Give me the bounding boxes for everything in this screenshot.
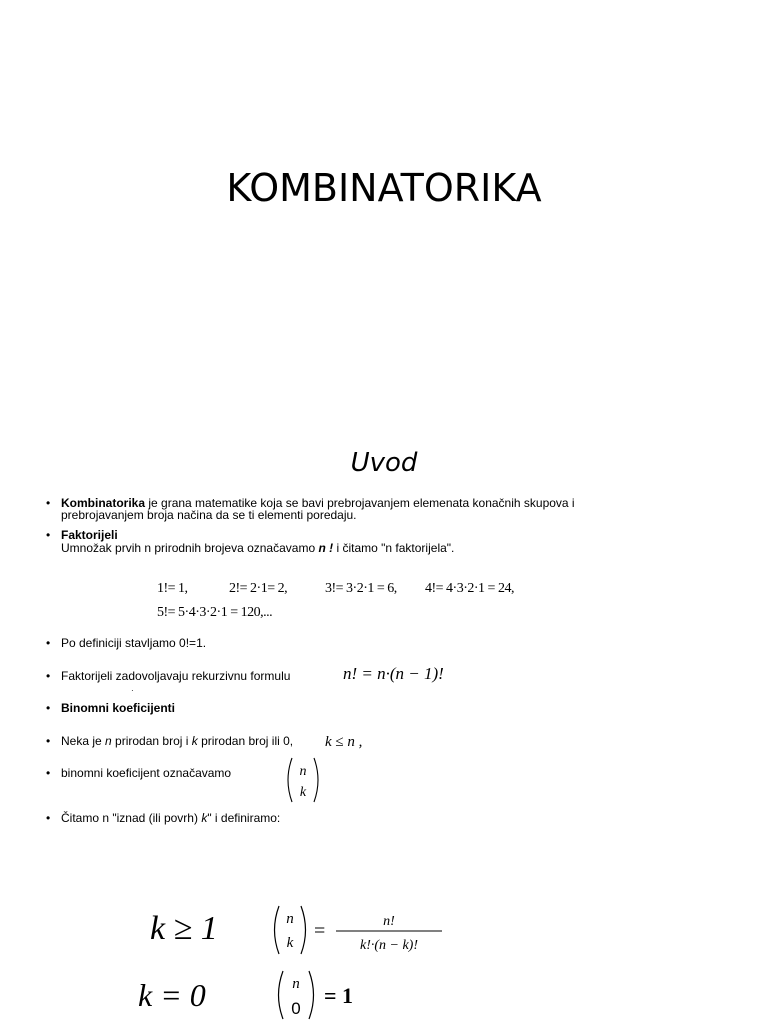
var-k: k (191, 734, 198, 748)
n-factorial-symbol: n ! (318, 541, 334, 555)
binomial-top: n (286, 911, 294, 927)
fraction-numerator: n! (383, 914, 395, 929)
bullet-bold: Faktorijeli (61, 528, 118, 542)
binomial-bottom: k (299, 785, 307, 800)
bullet-dot: • (46, 811, 51, 825)
bullet-dot: • (46, 636, 51, 650)
var-k: k (201, 811, 208, 825)
binomial-top: n (292, 976, 300, 992)
bullet-text: binomni koeficijent označavamo (61, 766, 232, 780)
bullet-dot: • (46, 669, 51, 683)
definition-formula-2 (272, 968, 392, 1027)
slide-title: KOMBINATORIKA (226, 166, 542, 210)
bullet-text: Umnožak prvih n prirodnih brojeva označavamo (61, 541, 319, 555)
bullet-dot: • (46, 496, 51, 510)
factorial-example-4: 4!= 4·3·2·1 = 24, (425, 581, 514, 596)
factorial-example-2: 2!= 2·1= 2, (229, 581, 288, 596)
bullet-text-line2: prebrojavanjem broja načina da se ti elementi poredaju. (61, 508, 357, 522)
stray-mark: · (131, 686, 134, 695)
bullet-text: Po definiciji stavljamo 0!=1. (61, 636, 207, 650)
factorial-example-3: 3!= 3·2·1 = 6, (325, 581, 397, 596)
recursive-formula: n! = n·(n − 1)! (343, 664, 444, 683)
definition-formula-svg (268, 902, 448, 958)
bullet-text: prirodan broj ili 0, (197, 734, 294, 748)
equals-sign: = (314, 920, 326, 942)
binomial-top: n (299, 764, 307, 779)
binomial-bottom-zero: 0 (291, 999, 301, 1018)
bullet-dot: • (46, 766, 51, 780)
bullet-dot: • (46, 701, 51, 715)
bullet-bold: Binomni koeficijenti (61, 701, 176, 715)
bullet-bold: Kombinatorika (61, 496, 146, 510)
section-title: Uvod (350, 448, 418, 478)
var-n: n (105, 734, 112, 748)
binomial-bottom: k (286, 935, 294, 951)
factorial-example-5: 5!= 5·4·3·2·1 = 120,... (157, 605, 273, 620)
bullet-text: je grana matematike koja se bavi prebrojavanjem elemenata konačnih skupova i (145, 496, 575, 510)
bullet-text: Neka je (61, 734, 106, 748)
bullet-text: prirodan broj i (111, 734, 192, 748)
bullet-text: " i definiramo: (207, 811, 281, 825)
binomial-parentheses (283, 756, 323, 804)
bullet-dot: • (46, 734, 51, 748)
bullet-text: Faktorijeli zadovoljavaju rekurzivnu formulu (61, 669, 291, 683)
bullet-dot: • (46, 528, 51, 542)
zero-result: = 1 (324, 983, 354, 1008)
bullet-text: i čitamo "n faktorijela". (333, 541, 455, 555)
definition-condition-2: k = 0 (138, 977, 206, 1013)
k-le-n-formula: k ≤ n , (325, 734, 363, 750)
definition-formula-2-svg (272, 968, 392, 1022)
bullet-text: Čitamo n "iznad (ili povrh) (61, 811, 202, 825)
definition-condition-1: k ≥ 1 (150, 910, 218, 947)
fraction-denominator: k!·(n − k)! (359, 938, 419, 953)
factorial-example-1: 1!= 1, (157, 581, 188, 596)
binomial-symbol (283, 756, 323, 809)
definition-formula-1 (268, 902, 448, 963)
